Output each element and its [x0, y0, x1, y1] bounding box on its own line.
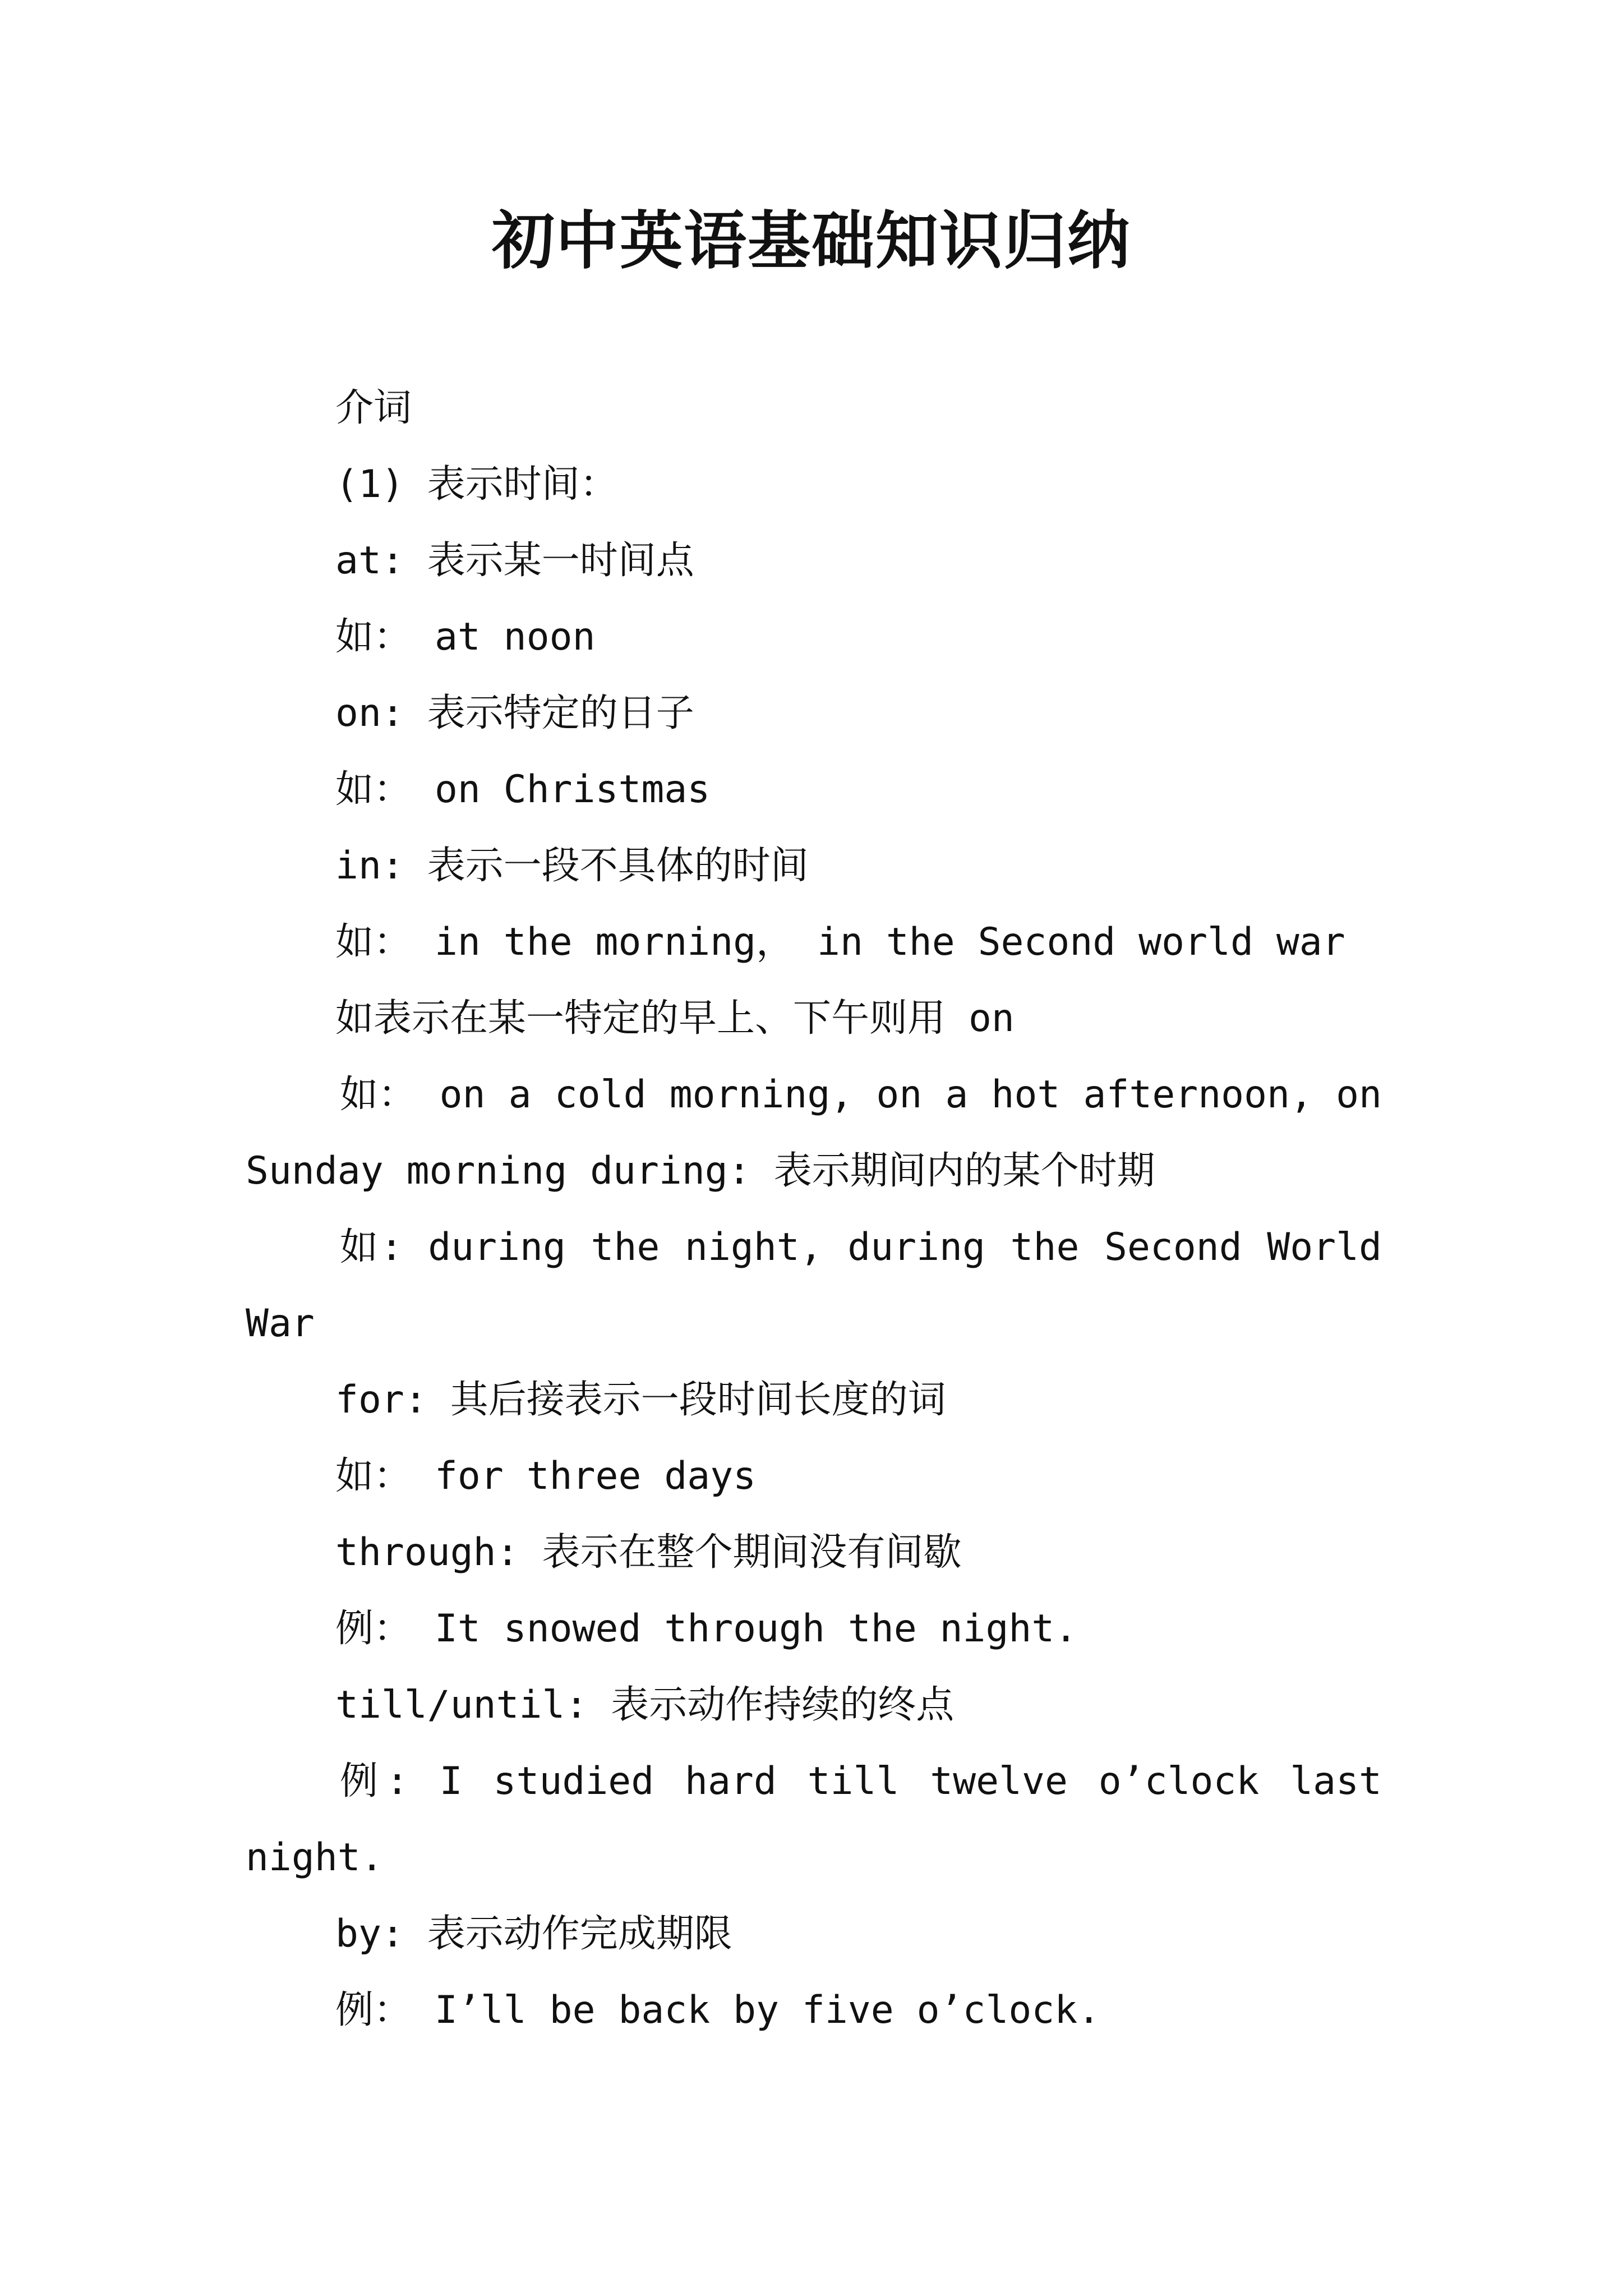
document-body: [246, 370, 1382, 2049]
example-line: 如: during the night, during the Second World: [340, 1225, 1382, 1269]
text-line: on: 表示特定的日子: [335, 691, 694, 735]
example-line-continuation: night.: [246, 1835, 384, 1880]
text-line: Sunday morning during: 表示期间内的某个时期: [246, 1149, 1155, 1193]
text-line: at: 表示某一时间点: [335, 539, 694, 583]
subsection-time: (1) 表示时间：: [335, 462, 618, 507]
text-line: 如表示在某一特定的早上、下午则用 on: [335, 996, 1015, 1041]
text-line: till/until: 表示动作持续的终点: [335, 1683, 955, 1727]
text-line: in: 表示一段不具体的时间: [335, 844, 809, 888]
section-heading-prepositions: 介词: [335, 386, 412, 430]
example-line: 如： for three days: [335, 1454, 757, 1498]
example-line: 例： It snowed through the night.: [335, 1607, 1078, 1651]
document-title: 初中英语基础知识归纳: [492, 204, 1131, 278]
example-line: 如： in the morning， in the Second world war: [335, 920, 1345, 964]
text-line: for: 其后接表示一段时间长度的词: [335, 1378, 946, 1422]
example-line: 例： I’ll be back by five o’clock.: [335, 1988, 1101, 2032]
example-line: 如： at noon: [335, 615, 596, 659]
text-line: through: 表示在整个期间没有间歇: [335, 1530, 962, 1575]
example-line-continuation: War: [246, 1301, 315, 1346]
example-line: 例: I studied hard till twelve o’clock last: [340, 1759, 1382, 1803]
text-line: by: 表示动作完成期限: [335, 1912, 732, 1956]
example-line: 如： on a cold morning, on a hot afternoon, on: [340, 1073, 1382, 1117]
example-line: 如： on Christmas: [335, 767, 711, 812]
